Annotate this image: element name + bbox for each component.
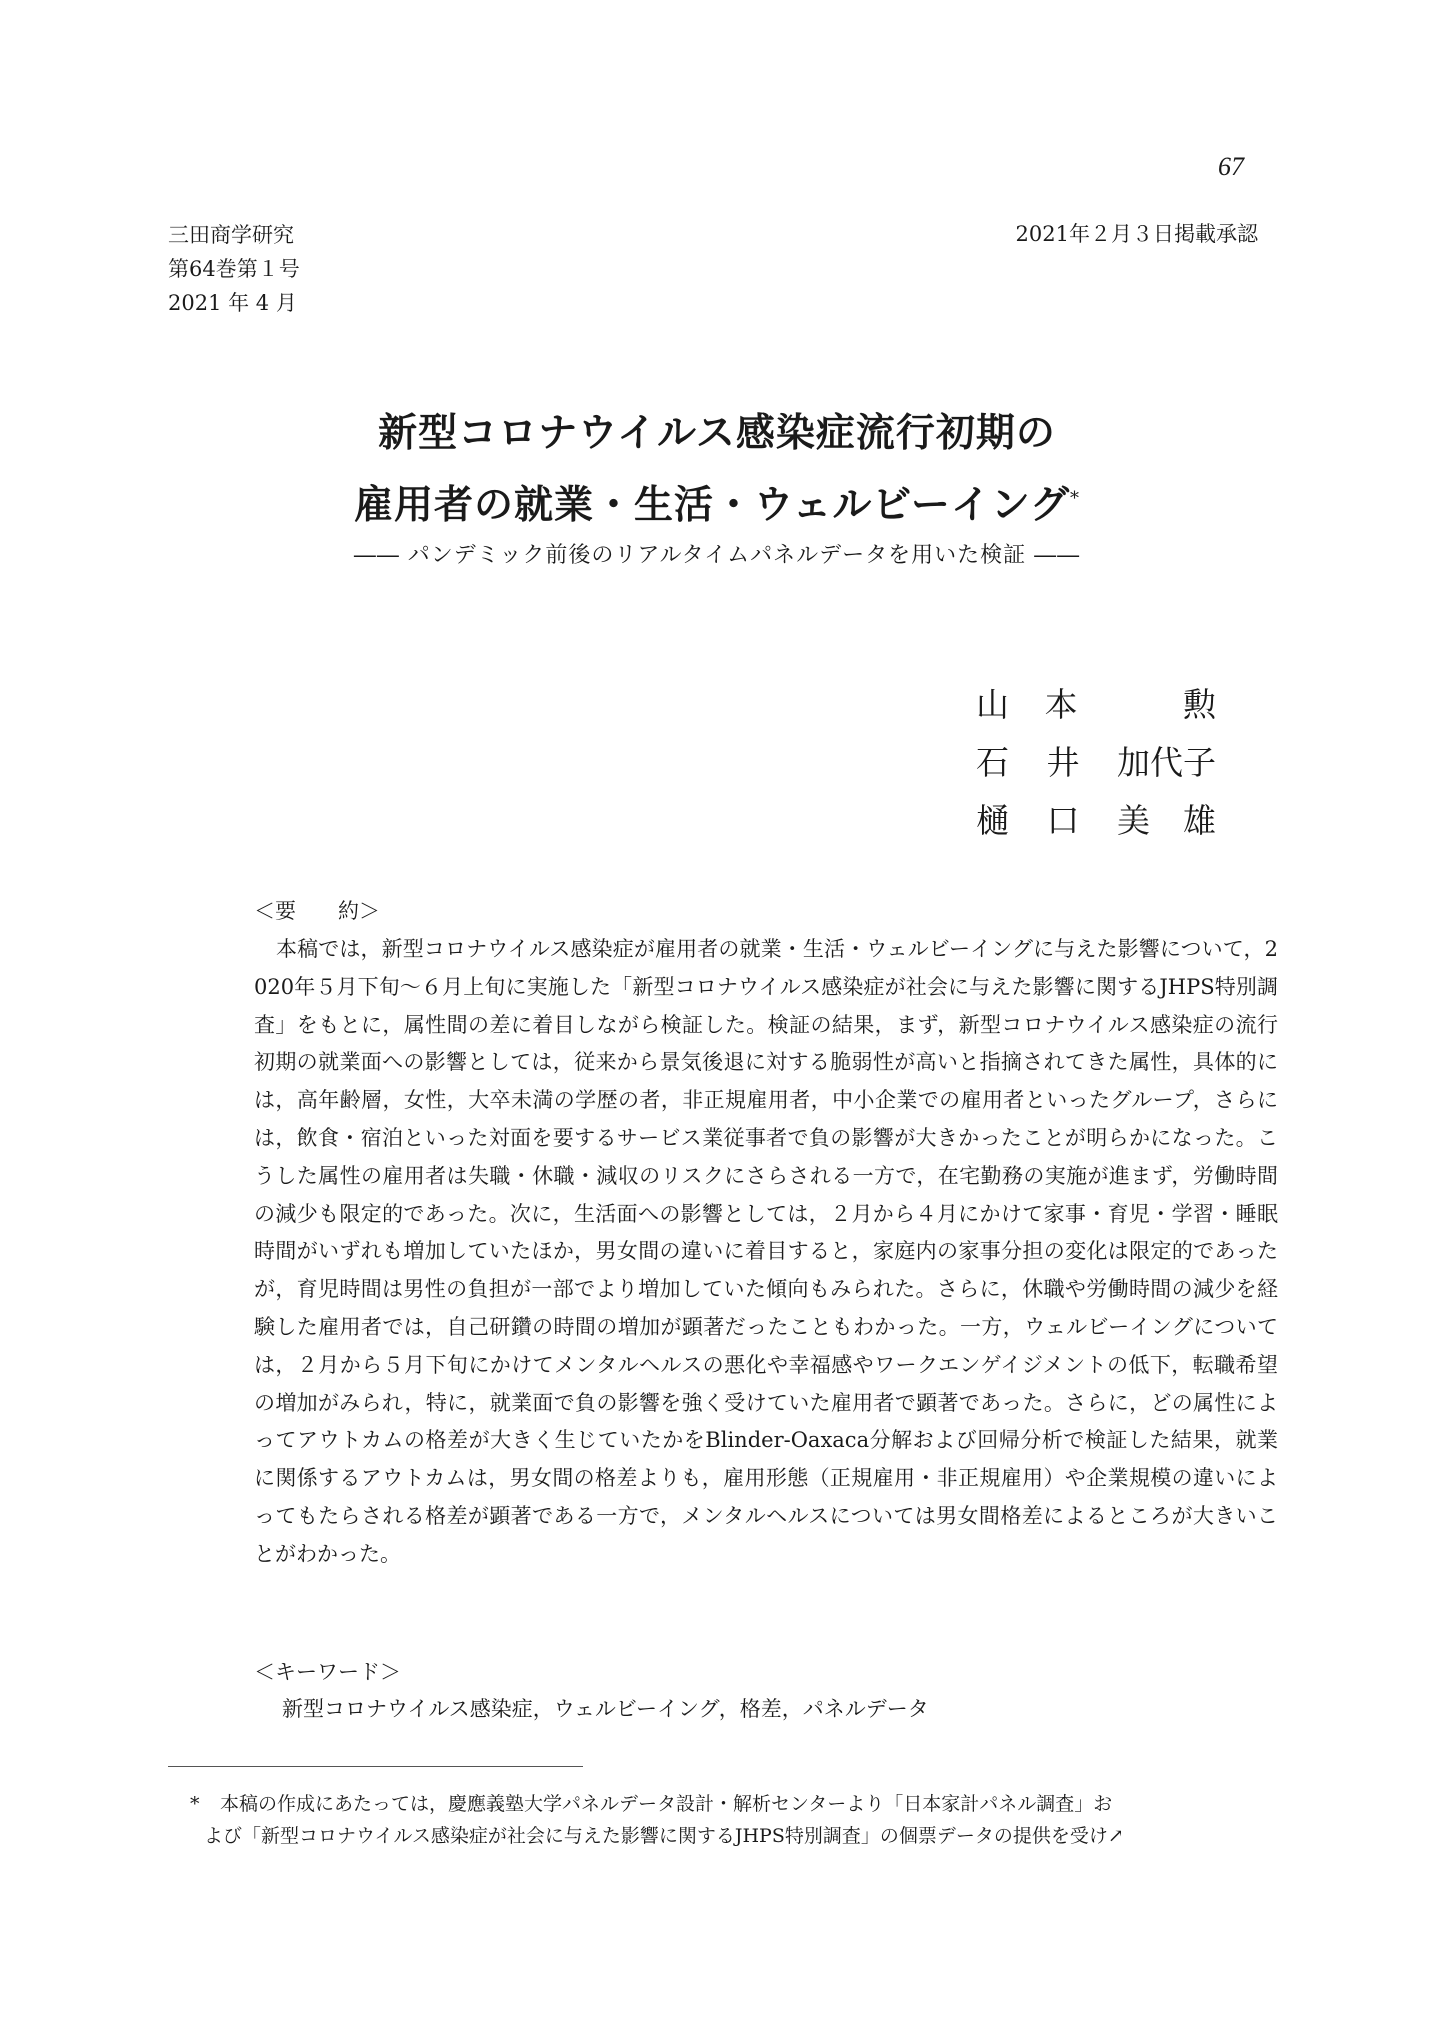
paper-subtitle: ―― パンデミック前後のリアルタイムパネルデータを用いた検証 ―― (353, 543, 1081, 568)
journal-info (168, 218, 300, 320)
paper-title (0, 400, 1434, 538)
keywords-list: 新型コロナウイルス感染症，ウェルビーイング，格差，パネルデータ (282, 1697, 929, 1721)
author-1-given: 勲 (1182, 685, 1216, 724)
author-1-char-1: 山 (976, 685, 1009, 724)
footnote-divider (168, 1766, 583, 1767)
author-3-char-1: 樋 (976, 801, 1009, 840)
journal-volume: 第64巻第１号 (168, 257, 300, 281)
author-3 (976, 792, 1216, 850)
author-1 (976, 676, 1216, 734)
title-line-2-text: 雇用者の就業・生活・ウェルビーイング (353, 482, 1071, 528)
author-3-char-2: 口 (1046, 801, 1080, 840)
title-line-1: 新型コロナウイルス感染症流行初期の (378, 410, 1056, 456)
author-1-char-2: 本 (1044, 685, 1078, 724)
title-line-2 (0, 466, 1434, 538)
approval-date: 2021年２月３日掲載承認 (1015, 222, 1258, 246)
continuation-arrow-icon: ↗ (1107, 1825, 1124, 1847)
journal-issue-date: 2021 年 4 月 (168, 291, 297, 315)
footnote (190, 1788, 1268, 1852)
author-3-given: 美 雄 (1117, 801, 1216, 840)
author-2-char-2: 井 (1046, 743, 1080, 782)
journal-name: 三田商学研究 (168, 223, 294, 247)
footnote-line-2 (190, 1820, 1268, 1852)
abstract-body: 本稿では，新型コロナウイルス感染症が雇用者の就業・生活・ウェルビーイングに与えた影響について，2020年５月下旬～６月上旬に実施した「新型コロナウイルス感染症が社会に与えた影響に関するJHPS特別調査」をもとに，属性間の差に着目しながら検証した。検証の結果，まず，新型コロナウイルス感染症の流行初期の就業面への影響としては，従来から景気後退に対する脆弱性が高いと指摘されてきた属性，具体的には，高年齢層，女性，大卒未満の学歴の者，非正規雇用者，中小企業での雇用者といったグループ，さらには，飲食・宿泊といった対面を要するサービス業従事者で負の影響が大きかったことが明らかになった。こうした属性の雇用者は失職・休職・減収のリスクにさらされる一方で，在宅勤務の実施が進まず，労働時間の減少も限定的であった。次に，生活面への影響としては，２月から４月にかけて家事・育児・学習・睡眠時間がいずれも増加していたほか，男女間の違いに着目すると，家庭内の家事分担の変化は限定的であったが，育児時間は男性の負担が一部でより増加していた傾向もみられた。さらに，休職や労働時間の減少を経験した雇用者では，自己研鑽の時間の増加が顕著だったこともわかった。一方，ウェルビーイングについては，２月から５月下旬にかけてメンタルヘルスの悪化や幸福感やワークエンゲイジメントの低下，転職希望の増加がみられ，特に，就業面で負の影響を強く受けていた雇用者で顕著であった。さらに，どの属性によってアウトカムの格差が大きく生じていたかをBlinder-Oaxaca分解および回帰分析で検証した結果，就業に関係するアウトカムは，男女間の格差よりも，雇用形態（正規雇用・非正規雇用）や企業規模の違いによってもたらされる格差が顕著である一方で，メンタルヘルスについては男女間格差によるところが大きいことがわかった。 (254, 937, 1278, 1566)
footnote-mark: * (190, 1793, 200, 1815)
footnote-line-1 (190, 1788, 1268, 1820)
abstract-heading: ＜要 約＞ (254, 899, 380, 923)
keywords-heading: ＜キーワード＞ (254, 1660, 401, 1684)
author-2-given: 加代子 (1117, 743, 1216, 782)
author-2-char-1: 石 (976, 743, 1009, 782)
footnote-text-2: よび「新型コロナウイルス感染症が社会に与えた影響に関するJHPS特別調査」の個票データの提供を受け (204, 1825, 1108, 1847)
title-footnote-mark: * (1070, 488, 1081, 509)
author-list (976, 676, 1216, 850)
author-2 (976, 734, 1216, 792)
page-number: 67 (1218, 152, 1244, 181)
footnote-text-1: 本稿の作成にあたっては，慶應義塾大学パネルデータ設計・解析センターより「日本家計パネル調査」お (220, 1793, 1113, 1815)
